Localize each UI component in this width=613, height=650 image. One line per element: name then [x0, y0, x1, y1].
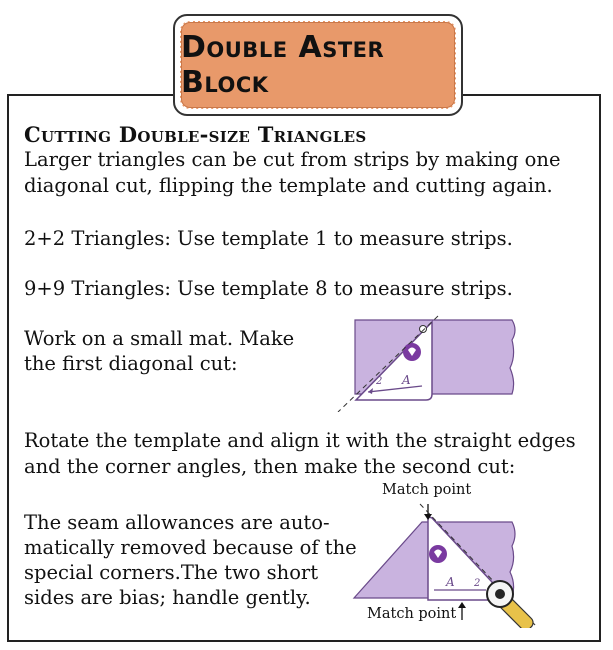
- template-letter-2: A: [446, 575, 455, 589]
- step1-line-2: the first diagonal cut:: [24, 352, 238, 375]
- heart-hand-icon-2: [429, 545, 447, 563]
- page-title: Double Aster Block: [181, 30, 385, 100]
- second-cut-diagram: [340, 498, 575, 628]
- instruction-2x2: 2+2 Triangles: Use template 1 to measure strips.: [24, 227, 513, 250]
- match-point-bottom-label: Match point: [367, 606, 457, 622]
- template-number: 2: [376, 376, 383, 387]
- heart-hand-icon: [403, 343, 421, 361]
- step1-line-1: Work on a small mat. Make: [24, 327, 295, 350]
- title-badge: [173, 14, 463, 116]
- first-cut-diagram: [300, 312, 530, 412]
- rotary-cutter-icon: [487, 581, 536, 628]
- section-heading: Cutting Double-size Triangles: [24, 122, 367, 147]
- template-letter: A: [402, 373, 411, 387]
- template-number-2: 2: [474, 578, 481, 589]
- step3-line-4: sides are bias; handle gently.: [24, 586, 311, 609]
- title-badge-inner: [180, 21, 456, 109]
- instruction-9x9: 9+9 Triangles: Use template 8 to measure strips.: [24, 277, 513, 300]
- step3-line-1: The seam allowances are auto-: [24, 511, 330, 534]
- step3-line-2: matically removed because of the: [24, 536, 357, 559]
- template-hole: [420, 326, 427, 333]
- intro-line-1: Larger triangles can be cut from strips by making one: [24, 148, 561, 171]
- step3-line-3: special corners.The two short: [24, 561, 319, 584]
- step2-line-2: and the corner angles, then make the second cut:: [24, 455, 516, 478]
- step2-line-1: Rotate the template and align it with the straight edges: [24, 429, 576, 452]
- bottom-match-arrowhead: [458, 602, 466, 608]
- intro-line-2: diagonal cut, flipping the template and cutting again.: [24, 174, 553, 197]
- match-point-top-label: Match point: [382, 482, 472, 498]
